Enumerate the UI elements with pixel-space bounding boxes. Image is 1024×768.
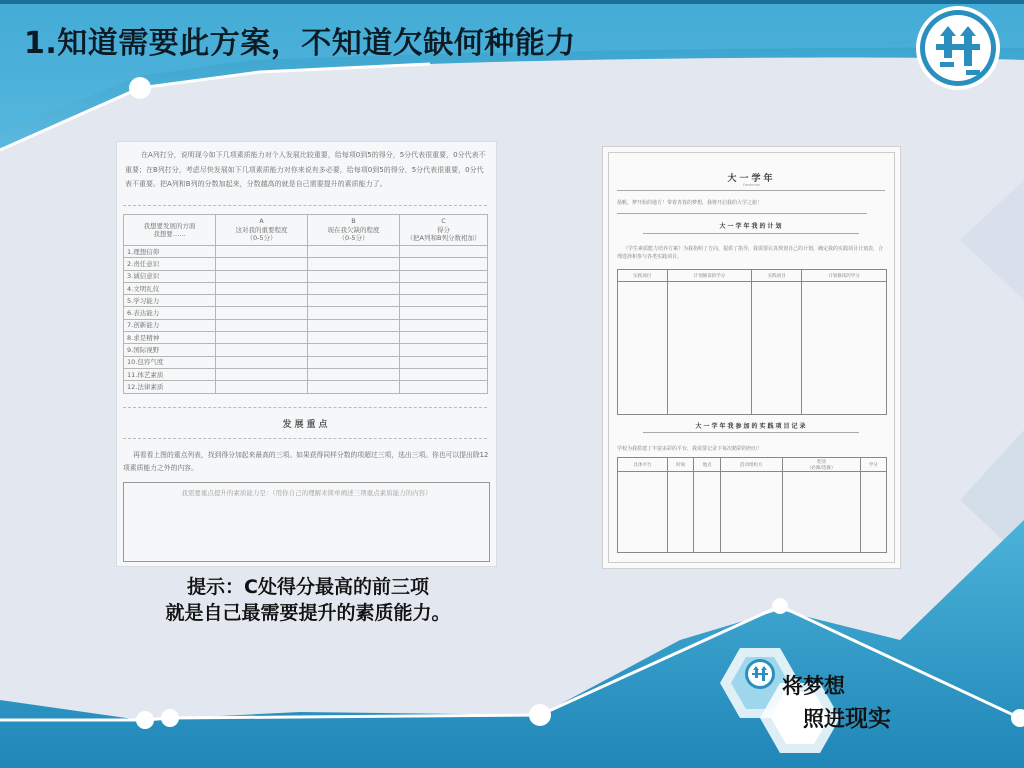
table-cell-skill: 3.诚信意识 [124,270,216,282]
table-header: B 现在我欠缺的程度 （0-5分） [308,215,400,246]
table-cell-skill: 4.文明礼仪 [124,282,216,294]
dashed-divider [123,438,487,439]
answer-box [123,482,490,562]
divider-line [643,432,859,433]
table-header: 具体平台 [618,458,668,472]
table-header-row [124,215,488,246]
table-row [124,381,488,393]
hint-text [133,574,483,626]
table-header: 计划修读的学分 [802,270,887,282]
table-header: 实践项目 [752,270,802,282]
table-row [124,368,488,380]
hint-line-1: 提示：C处得分最高的前三项 [187,576,429,598]
slogan-part-a: 照进 [803,707,845,731]
table-header: 实践项目 [618,270,668,282]
table-cell-skill: 10.包容气度 [124,356,216,368]
slide-title: 1.知道需要此方案，不知道欠缺何种能力 [24,26,576,61]
divider-line [617,213,867,214]
record-text: 学校为我搭建了丰富多彩的平台，我需要记录下每次精彩的经历！ [617,446,763,452]
table-row [124,295,488,307]
assessment-table [123,214,488,394]
table-row [124,270,488,282]
table-row [124,319,488,331]
dashed-divider [123,407,487,408]
document-title: 大一学年 [727,174,776,184]
table-header: 活动组织方 [720,458,782,472]
table-cell-skill: 2.责任意识 [124,258,216,270]
record-table [617,457,887,553]
table-row [124,344,488,356]
table-row [124,332,488,344]
table-cell-skill: 6.表达能力 [124,307,216,319]
table-header-row [618,458,887,472]
table-cell-skill: 9.国际视野 [124,344,216,356]
table-row [124,282,488,294]
document-intro: 扬帆，梦开始的地方！带着青春的梦想，我将开启我的大学之旅！ [617,200,763,206]
section-title: 发展重点 [282,420,331,430]
plan-table [617,269,887,415]
table-row [124,258,488,270]
table-row [124,307,488,319]
table-cell-skill: 1.理想信仰 [124,246,216,258]
divider-line [643,233,859,234]
table-header: 计划修读的学分 [667,270,752,282]
self-assessment-document [117,142,496,566]
dashed-divider [123,205,487,206]
table-header: 时间 [668,458,694,472]
hint-line-2: 就是自己最需要提升的素质能力。 [165,602,451,624]
table-row [124,356,488,368]
table-cell-skill: 11.体艺素质 [124,368,216,380]
table-header: 类别 （必修/选修） [782,458,860,472]
section-text: 再看看上图的重点列表，找到得分加起来最高的三项。如果获得同样分数的项超过三项，选出三项。你也可以提出除12项素质能力之外的内容。 [123,451,489,472]
plan-title: 大一学年我的计划 [719,223,784,230]
table-header: C 得分 （把A列和B列分数相加） [400,215,488,246]
plan-text: 《学生素质能力培养方案》为我指明了方向，提供了指导，我需要认真规划自己的计划，确定我的实践项目计划表，合理选择和参与各类实践项目。 [617,246,884,260]
slogan-line-2 [803,700,891,733]
school-emblem-small-icon [744,658,776,690]
document-subtitle: Freshman [742,183,761,187]
freshman-year-document [603,147,900,568]
table-cell-skill: 5.学习能力 [124,295,216,307]
table-row [124,246,488,258]
table-cell-skill: 8.求是精神 [124,332,216,344]
table-cell-skill: 7.创新能力 [124,319,216,331]
table-header: A 这对我的重要程度 （0-5分） [216,215,308,246]
divider-line [617,190,885,191]
table-cell-skill: 12.法律素质 [124,381,216,393]
table-row [618,472,887,553]
table-row [618,282,887,415]
table-header: 学分 [860,458,886,472]
table-header-row [618,270,887,282]
table-header: 地点 [694,458,720,472]
table-header: 我想要发展的方面 我想要…… [124,215,216,246]
slogan-line-1: 将梦想 [782,674,845,698]
answer-box-prompt: 我需要重点提升的素质能力是：（用你自己的理解来简单阐述三项重点素质能力的内容） [181,489,432,497]
slogan-part-b: 现实 [845,706,891,732]
record-title: 大一学年我参加的实践项目记录 [695,423,808,430]
document-intro: 在A列打分，说明现今如下几项素质能力对个人发展比较重要，给每项0到5的得分，5分代表很重要，0分代表不重要；在B列打分，考虑尽快发展如下几项素质能力对你来说有多必要，给每项0到5的得分，5分代表很重要，0分代表不重要。把A列和B列的分数加起来，分数越高的就是自己需要提升的素质能力了。 [125,151,486,188]
school-emblem-icon [914,4,1002,92]
